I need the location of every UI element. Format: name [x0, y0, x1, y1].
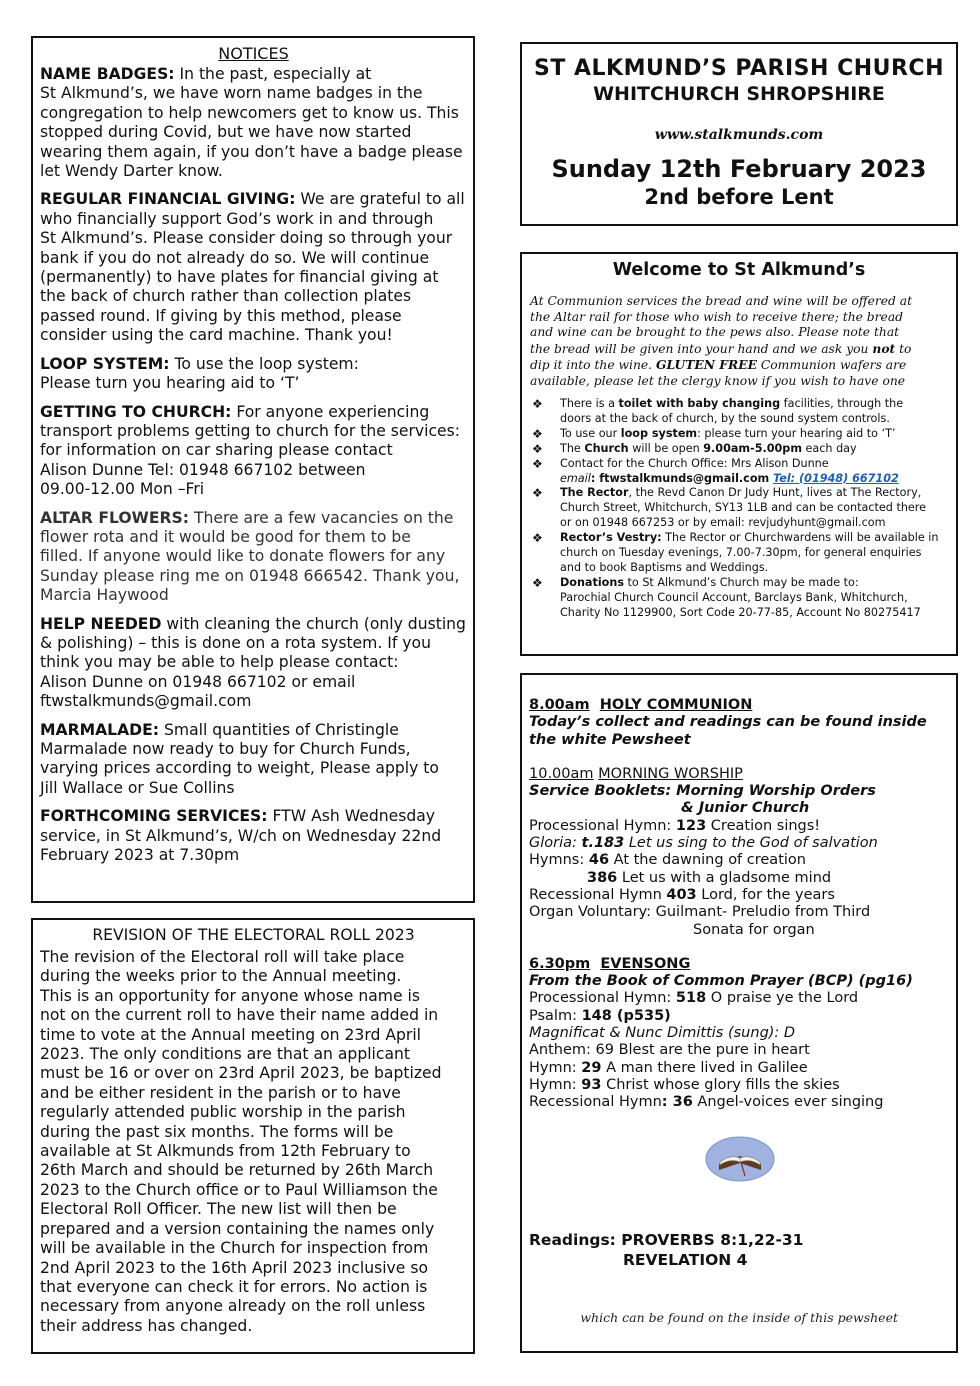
- hymn-line: Processional Hymn: 123 Creation sings!: [529, 817, 821, 834]
- organ-voluntary: Sonata for organ: [693, 921, 815, 938]
- notice-item: REGULAR FINANCIAL GIVING: We are grateful to all who financially support God’s work in and through St Alkmund’s. Please consider doing so through your bank if you do not already do so. We will continue (permanently) to have plates for financial giving at the back of church rather than collection plates passed round. If giving by this method, please consider using the card machine. Thank you!: [40, 190, 465, 345]
- liturgical-season: 2nd before Lent: [644, 185, 834, 209]
- church-header: [520, 42, 958, 226]
- service-note: Today’s collect and readings can be found inside: [529, 714, 927, 731]
- hymn-line: Recessional Hymn 403 Lord, for the years: [529, 886, 835, 903]
- readings-footnote: which can be found on the inside of this pewsheet: [580, 1309, 898, 1325]
- notice-item: HELP NEEDED with cleaning the church (only dusting & polishing) – this is done on a rota system. If you think you may be able to help please contact: Alison Dunne on 01948 667102 or email ftwstalkmunds@gmail.com: [40, 614, 466, 711]
- hymn-line: Recessional Hymn: 36 Angel-voices ever singing: [529, 1094, 884, 1111]
- list-item: ❖ The Church will be open 9.00am-5.00pm each day: [532, 441, 857, 456]
- service-note: & Junior Church: [681, 800, 810, 817]
- list-item: ❖ There is a toilet with baby changing facilities, through the doors at the back of church, by the sound system controls.: [532, 397, 904, 425]
- hymn-line: Hymn: 29 A man there lived in Galilee: [529, 1059, 808, 1076]
- electoral-roll-panel: [31, 918, 475, 1354]
- notice-item: LOOP SYSTEM: To use the loop system: Please turn you hearing aid to ‘T’: [40, 354, 359, 393]
- welcome-info-list: [530, 397, 948, 621]
- service-date: Sunday 12th February 2023: [551, 155, 927, 183]
- diamond-bullet-icon: ❖: [532, 531, 543, 546]
- hymn-line: Hymns: 46 At the dawning of creation: [529, 852, 806, 869]
- notices-panel: [31, 36, 475, 903]
- hymn-line: Processional Hymn: 518 O praise ye the Lord: [529, 990, 859, 1007]
- list-item: ❖ Rector’s Vestry: The Rector or Churchwardens will be available in church on Tuesday evenings, 7.00-7.30pm, for general enquiries and to book Baptisms and Weddings.: [532, 531, 939, 574]
- service-morning-worship-heading: 10.00am MORNING WORSHIP: [529, 765, 743, 782]
- service-note: the white Pewsheet: [529, 731, 691, 748]
- notices-list: [40, 65, 467, 865]
- church-website: www.stalkmunds.com: [654, 127, 824, 143]
- hymn-line: Gloria: t.183 Let us sing to the God of salvation: [529, 835, 878, 852]
- organ-voluntary: Organ Voluntary: Guilmant- Preludio from Third: [529, 904, 871, 921]
- service-evensong-heading: 6.30pm EVENSONG: [529, 955, 691, 972]
- welcome-title: Welcome to St Alkmund’s: [612, 260, 866, 280]
- services-panel: [520, 673, 958, 1353]
- readings: Readings: PROVERBS 8:1,22-31 REVELATION 4: [529, 1230, 950, 1270]
- service-note: From the Book of Common Prayer (BCP) (pg16): [529, 973, 913, 990]
- notice-item: NAME BADGES: In the past, especially at St Alkmund’s, we have worn name badges in the congregation to help newcomers get to know us. This stopped during Covid, but we have now started wearing them again, if you don’t have a badge please let Wendy Darter know.: [40, 65, 463, 181]
- notice-item: FORTHCOMING SERVICES: FTW Ash Wednesday service, in St Alkmund’s, W/ch on Wednesday 22nd February 2023 at 7.30pm: [40, 807, 442, 865]
- notice-item: GETTING TO CHURCH: For anyone experiencing transport problems getting to church for the services: for information on car sharing please contact Alison Dunne Tel: 01948 667102 between 09.00-12.00 Mon –Fri: [40, 402, 461, 499]
- list-item: ❖ The Rector, the Revd Canon Dr Judy Hunt, lives at The Rectory, Church Street, Whitchurch, SY13 1LB and can be contacted there or on 01948 667253 or by email: revjudyhunt@gmail.com: [532, 486, 927, 530]
- diamond-bullet-icon: ❖: [532, 575, 543, 590]
- notice-item: MARMALADE: Small quantities of Christingle Marmalade now ready to buy for Church Funds, varying prices according to weight, Please apply to Jill Wallace or Sue Collins: [40, 720, 439, 797]
- canticles-line: Magnificat & Nunc Dimittis (sung): D: [529, 1025, 796, 1042]
- service-note: Service Booklets: Morning Worship Orders: [529, 783, 876, 800]
- church-location: WHITCHURCH SHROPSHIRE: [593, 83, 885, 105]
- list-item: ❖ Contact for the Church Office: Mrs Alison Dunne email: ftwstalkmunds@gmail.com Tel: (01948) 667102: [532, 456, 899, 485]
- psalm-line: Psalm: 148 (p535): [529, 1007, 671, 1024]
- church-name: ST ALKMUND’S PARISH CHURCH: [534, 56, 944, 81]
- welcome-panel: [520, 252, 958, 656]
- diamond-bullet-icon: ❖: [532, 426, 543, 441]
- reading-1: PROVERBS 8:1,22-31: [621, 1230, 804, 1249]
- hymn-line: Hymn: 93 Christ whose glory fills the skies: [529, 1076, 840, 1093]
- communion-note: At Communion services the bread and wine will be offered at the Altar rail for those who wish to receive there; the bread and wine can be brought to the pews also. Please note that the bread will be given into your hand and we ask you not to dip it into the wine. GLUTEN FREE Communion wafers are available, please let the clergy know if you wish to have one: [530, 294, 913, 388]
- service-holy-communion-heading: 8.00am HOLY COMMUNION: [529, 697, 753, 713]
- church-office-phone-link[interactable]: Tel: (01948) 667102: [773, 471, 899, 485]
- anthem-line: Anthem: 69 Blest are the pure in heart: [529, 1042, 810, 1059]
- notices-title: NOTICES: [218, 44, 289, 63]
- diamond-bullet-icon: ❖: [532, 397, 543, 411]
- hymn-line: 386 Let us with a gladsome mind: [587, 869, 832, 886]
- diamond-bullet-icon: ❖: [532, 486, 543, 501]
- electoral-roll-title: REVISION OF THE ELECTORAL ROLL 2023: [92, 926, 415, 944]
- bible-icon: [705, 1134, 775, 1184]
- reading-2: REVELATION 4: [623, 1250, 748, 1269]
- diamond-bullet-icon: ❖: [532, 456, 543, 471]
- list-item: ❖ Donations to St Alkmund’s Church may be made to: Parochial Church Council Account, Barclays Bank, Whitchurch, Charity No 1129900, Sort Code 20-77-85, Account No 80275417: [532, 575, 921, 619]
- notice-item: ALTAR FLOWERS: There are a few vacancies on the flower rota and it would be good for them to be filled. If anyone would like to donate flowers for any Sunday please ring me on 01948 666542. Thank you, Marcia Haywood: [40, 508, 460, 605]
- diamond-bullet-icon: ❖: [532, 441, 543, 456]
- electoral-roll-text: The revision of the Electoral roll will take place during the weeks prior to the Annual meeting. This is an opportunity for anyone whose name is not on the current roll to have their name added in time to vote at the Annual meeting on 23rd April 2023. The only conditions are that an applicant must be 16 or over on 23rd April 2023, be baptized and be either resident in the parish or to have regularly attended public worship in the parish during the past six months. The forms will be available at St Alkmunds from 12th February to 26th March and should be returned by 26th March 2023 to the Church office or to Paul Williamson the Electoral Roll Officer. The new list will then be prepared and a version containing the names only will be available in the Church for inspection from 2nd April 2023 to the 16th April 2023 inclusive so that everyone can check it for errors. No action is necessary from anyone already on the roll unless their address has changed.: [40, 948, 442, 1335]
- list-item: ❖ To use our loop system: please turn your hearing aid to ‘T’: [532, 426, 896, 441]
